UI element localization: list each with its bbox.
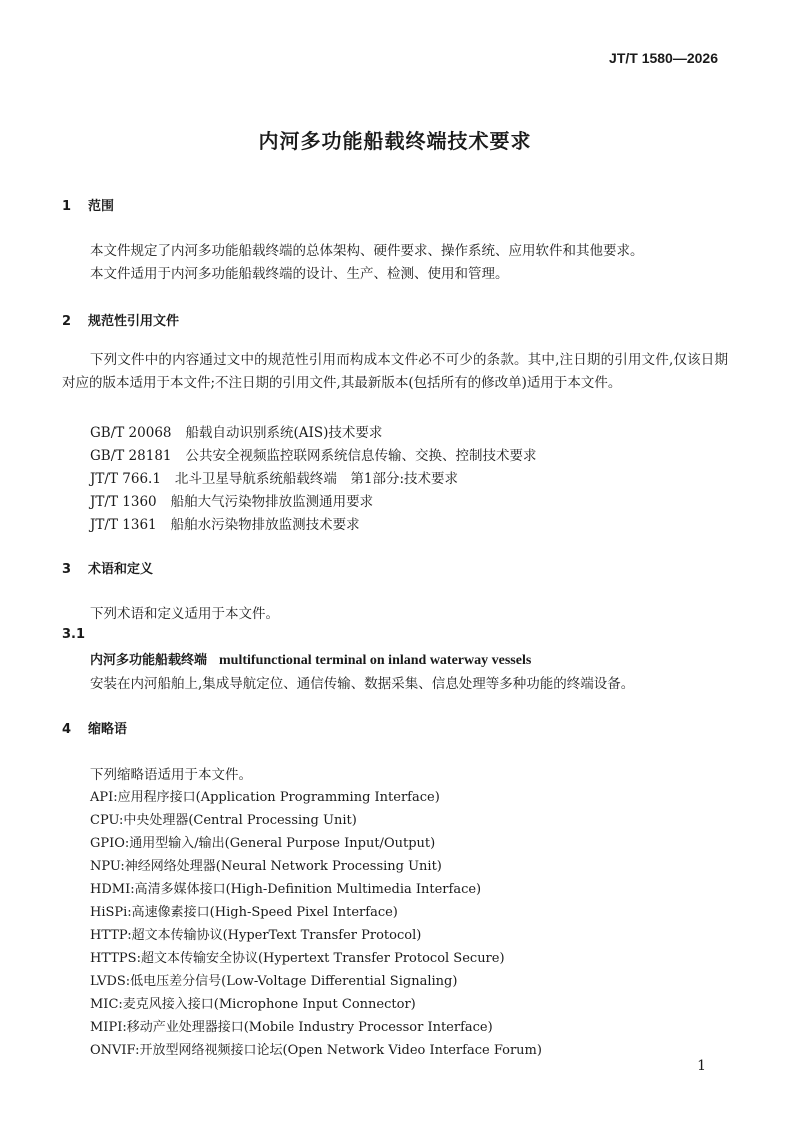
- reference-item: [90, 444, 537, 464]
- abbreviation-item: API:应用程序接口(Application Programming Interface): [90, 790, 440, 805]
- page-number: 1: [697, 1058, 706, 1074]
- reference-code: JT/T 766.1: [90, 471, 161, 487]
- reference-item: [90, 490, 373, 510]
- paragraph: 下列文件中的内容通过文中的规范性引用而构成本文件必不可少的条款。其中,注日期的引用文件,仅该日期对应的版本适用于本文件;不注日期的引用文件,其最新版本(包括所有的修改单)适用于本文件。: [62, 352, 728, 391]
- section-number: 3: [62, 562, 72, 577]
- reference-item: [90, 467, 458, 487]
- abbreviation-item: MIC:麦克风接入接口(Microphone Input Connector): [90, 997, 416, 1012]
- paragraph: 本文件规定了内河多功能船载终端的总体架构、硬件要求、操作系统、应用软件和其他要求。: [90, 243, 644, 259]
- section-title: 范围: [88, 199, 115, 214]
- term-english: multifunctional terminal on inland waterway vessels: [219, 653, 532, 668]
- term-definition: 安装在内河船舶上,集成导航定位、通信传输、数据采集、信息处理等多种功能的终端设备。: [90, 676, 635, 692]
- section-title: 缩略语: [88, 722, 128, 737]
- section-number: 2: [62, 314, 72, 329]
- abbreviation-item: HiSPi:高速像素接口(High-Speed Pixel Interface): [90, 905, 398, 920]
- section-title: 术语和定义: [88, 562, 154, 577]
- section-2-heading: [62, 310, 179, 329]
- section-title: 规范性引用文件: [88, 314, 180, 329]
- abbreviation-item: CPU:中央处理器(Central Processing Unit): [90, 813, 357, 828]
- abbreviation-item: LVDS:低电压差分信号(Low-Voltage Differential Signaling): [90, 974, 458, 989]
- paragraph: 下列术语和定义适用于本文件。: [90, 606, 279, 622]
- abbreviation-item: MIPI:移动产业处理器接口(Mobile Industry Processor Interface): [90, 1020, 493, 1035]
- abbreviation-item: HTTPS:超文本传输安全协议(Hypertext Transfer Protocol Secure): [90, 951, 505, 966]
- reference-title: 船舶水污染物排放监测技术要求: [170, 517, 360, 533]
- term-number: 3.1: [62, 627, 86, 642]
- reference-title: 公共安全视频监控联网系统信息传输、交换、控制技术要求: [185, 448, 537, 464]
- document-title: 内河多功能船载终端技术要求: [258, 129, 532, 153]
- reference-item: [90, 421, 382, 441]
- section-4-heading: [62, 718, 127, 737]
- paragraph: 本文件适用于内河多功能船载终端的设计、生产、检测、使用和管理。: [90, 266, 509, 282]
- abbreviation-item: NPU:神经网络处理器(Neural Network Processing Unit): [90, 859, 442, 874]
- abbreviation-item: HTTP:超文本传输协议(HyperText Transfer Protocol): [90, 928, 422, 943]
- reference-code: GB/T 20068: [90, 425, 172, 441]
- reference-title: 船舶大气污染物排放监测通用要求: [170, 494, 374, 510]
- reference-code: JT/T 1360: [90, 494, 157, 510]
- section-number: 1: [62, 199, 72, 214]
- term-chinese: 内河多功能船载终端: [90, 653, 208, 668]
- reference-title: 船载自动识别系统(AIS)技术要求: [185, 425, 383, 441]
- paragraph: 下列缩略语适用于本文件。: [90, 767, 252, 783]
- section-1-heading: [62, 195, 114, 214]
- abbreviation-item: GPIO:通用型输入/输出(General Purpose Input/Output): [90, 836, 436, 851]
- reference-item: [90, 513, 360, 533]
- term-entry: [90, 649, 531, 669]
- abbreviation-item: HDMI:高清多媒体接口(High-Definition Multimedia Interface): [90, 882, 482, 897]
- reference-code: JT/T 1361: [90, 517, 157, 533]
- abbreviation-item: ONVIF:开放型网络视频接口论坛(Open Network Video Interface Forum): [90, 1043, 542, 1058]
- section-number: 4: [62, 722, 72, 737]
- reference-title: 北斗卫星导航系统船载终端 第1部分:技术要求: [174, 471, 459, 487]
- reference-code: GB/T 28181: [90, 448, 172, 464]
- standard-number: JT/T 1580—2026: [609, 50, 718, 66]
- section-3-heading: [62, 558, 153, 577]
